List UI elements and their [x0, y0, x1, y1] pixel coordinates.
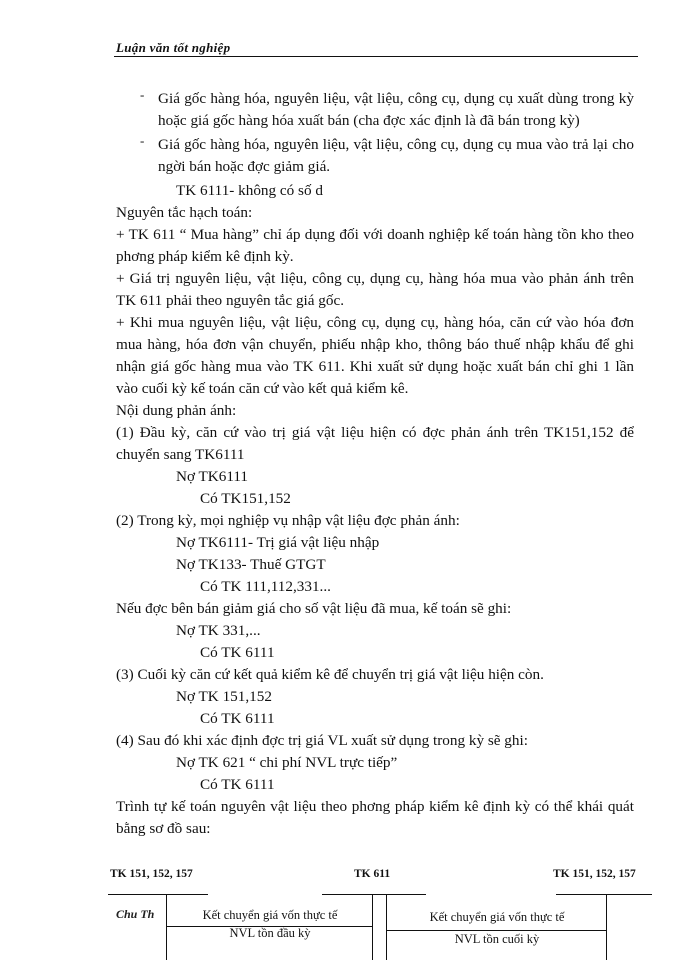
footer-mark: Chu Th [116, 907, 155, 921]
section-heading: Nguyên tắc hạch toán: [116, 204, 253, 221]
entry-label-right [392, 908, 602, 948]
debit-entry: Nợ TK6111- Trị giá vật liệu nhập [176, 534, 380, 551]
paragraph: Nếu đợc bên bán giảm giá cho số vật liệu đã mua, kế toán sẽ ghi: [116, 600, 512, 617]
paragraph: (1) Đầu kỳ, căn cứ vào trị giá vật liệu hiện có đợc phản ánh trên TK151,152 để chuyển sang TK6111 [116, 424, 634, 463]
entry-label-left-line1: Kết chuyển giá vốn thực tế [202, 908, 338, 922]
t-account-stem-center [372, 894, 373, 960]
bullet-item [116, 88, 634, 132]
header-title: Luận văn tốt nghiệp [116, 40, 231, 55]
paragraph: (4) Sau đó khi xác định đợc trị giá VL xuất sử dụng trong kỳ sẽ ghi: [116, 732, 528, 749]
debit-entry: Nợ TK 331,... [176, 622, 261, 639]
entry-label-left [170, 906, 370, 942]
dash-icon: - [140, 133, 145, 148]
debit-entry: Nợ TK 151,152 [176, 688, 272, 705]
t-account-bar-left [108, 894, 208, 895]
credit-entry: Có TK151,152 [200, 490, 291, 507]
credit-entry: Có TK 6111 [200, 644, 275, 661]
credit-entry: Có TK 111,112,331... [200, 578, 331, 595]
debit-entry: Nợ TK133- Thuế GTGT [176, 556, 326, 573]
bullet-text: Giá gốc hàng hóa, nguyên liệu, vật liệu, công cụ, dụng cụ xuất dùng trong kỳ hoặc giá gốc hàng hóa xuất bán (cha đợc xác định là đã bán trong kỳ) [158, 90, 634, 129]
debit-entry: Nợ TK6111 [176, 468, 249, 485]
t-account-stem-right [606, 894, 607, 960]
paragraph: + Giá trị nguyên liệu, vật liệu, công cụ, dụng cụ, hàng hóa mua vào phản ánh trên TK 611 phải theo nguyên tắc giá gốc. [116, 270, 634, 309]
paragraph: (2) Trong kỳ, mọi nghiệp vụ nhập vật liệu đợc phản ánh: [116, 512, 460, 529]
document-body [116, 88, 634, 840]
entry-label-right-line2: NVL tồn cuối kỳ [454, 932, 540, 946]
credit-entry: Có TK 6111 [200, 776, 275, 793]
bullet-item [116, 134, 634, 178]
t-account-stem-left [166, 894, 167, 960]
entry-label-right-line1: Kết chuyển giá vốn thực tế [429, 910, 565, 924]
t-account-bar-right [556, 894, 652, 895]
account-label-left: TK 151, 152, 157 [110, 868, 193, 880]
paragraph: + TK 611 “ Mua hàng” chỉ áp dụng đối với doanh nghiệp kế toán hàng tồn kho theo phơng pháp kiểm kê định kỳ. [116, 226, 634, 265]
t-account-stem-center-2 [386, 894, 387, 960]
header-divider [114, 56, 638, 57]
account-label-right: TK 151, 152, 157 [553, 868, 636, 880]
credit-entry: Có TK 6111 [200, 710, 275, 727]
accounting-diagram [0, 860, 700, 960]
bullet-text: Giá gốc hàng hóa, nguyên liệu, vật liệu, công cụ, dụng cụ mua vào trả lại cho ngời bán hoặc đợc giảm giá. [158, 136, 634, 175]
dash-icon: - [140, 87, 145, 102]
entry-label-left-line2: NVL tồn đầu kỳ [229, 926, 311, 940]
t-account-bar-center [322, 894, 426, 895]
section-heading: Nội dung phản ánh: [116, 402, 237, 419]
note-line: TK 6111- không có số d [176, 182, 323, 199]
account-label-center: TK 611 [354, 868, 391, 880]
debit-entry: Nợ TK 621 “ chi phí NVL trực tiếp” [176, 754, 398, 771]
paragraph: (3) Cuối kỳ căn cứ kết quả kiểm kê để chuyển trị giá vật liệu hiện còn. [116, 666, 544, 683]
paragraph: + Khi mua nguyên liệu, vật liệu, công cụ, dụng cụ, hàng hóa, căn cứ vào hóa đơn mua hàng, hóa đơn vận chuyển, phiếu nhập kho, thông báo thuế nhập khẩu để ghi nhận giá gốc hàng mua vào TK 611. Khi xuất sử dụng hoặc xuất bán chỉ ghi 1 lần vào cuối kỳ kế toán căn cứ vào kết quả kiểm kê. [116, 314, 634, 397]
paragraph: Trình tự kế toán nguyên vật liệu theo phơng pháp kiểm kê định kỳ có thể khái quát bằng sơ đồ sau: [116, 798, 634, 837]
